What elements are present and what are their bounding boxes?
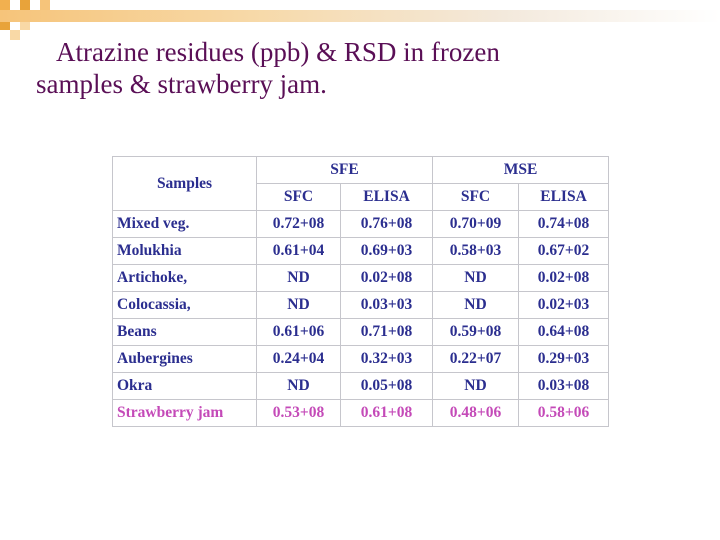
slide-title-line2: samples & strawberry jam.: [36, 69, 327, 99]
table-cell: ND: [433, 373, 519, 400]
table-cell: 0.70+09: [433, 211, 519, 238]
table-cell: 0.76+08: [341, 211, 433, 238]
table-cell: ND: [433, 265, 519, 292]
table-cell: 0.58+06: [519, 400, 609, 427]
table-cell: 0.61+08: [341, 400, 433, 427]
table-cell: 0.61+06: [257, 319, 341, 346]
table-cell: 0.02+08: [341, 265, 433, 292]
table-cell: ND: [433, 292, 519, 319]
table-row: [113, 319, 609, 346]
table-cell: 0.22+07: [433, 346, 519, 373]
table-cell: ND: [257, 292, 341, 319]
table-cell: 0.02+08: [519, 265, 609, 292]
samples-header: Samples: [113, 157, 257, 211]
table-cell: 0.29+03: [519, 346, 609, 373]
sub-header-mse-elisa: ELISA: [519, 184, 609, 211]
table-cell: 0.64+08: [519, 319, 609, 346]
table-cell: 0.05+08: [341, 373, 433, 400]
table-cell: 0.03+03: [341, 292, 433, 319]
table-cell: 0.69+03: [341, 238, 433, 265]
table-cell: 0.58+03: [433, 238, 519, 265]
table-cell: 0.02+03: [519, 292, 609, 319]
table-cell: 0.71+08: [341, 319, 433, 346]
table-row: [113, 238, 609, 265]
table-cell: 0.48+06: [433, 400, 519, 427]
table-row-highlighted: [113, 400, 609, 427]
table-cell: ND: [257, 373, 341, 400]
sample-name: Okra: [113, 373, 257, 400]
sample-name: Aubergines: [113, 346, 257, 373]
table-cell: ND: [257, 265, 341, 292]
sample-name: Strawberry jam: [113, 400, 257, 427]
table-row: [113, 346, 609, 373]
mse-group-header: MSE: [433, 157, 609, 184]
sample-name: Colocassia,: [113, 292, 257, 319]
slide-title: [36, 36, 696, 100]
table-row: [113, 373, 609, 400]
table-row: [113, 211, 609, 238]
sfe-group-header: SFE: [257, 157, 433, 184]
sub-header-sfe-sfc: SFC: [257, 184, 341, 211]
sample-name: Mixed veg.: [113, 211, 257, 238]
table-group-header-row: [113, 157, 609, 184]
table-cell: 0.24+04: [257, 346, 341, 373]
table-cell: 0.53+08: [257, 400, 341, 427]
table-cell: 0.03+08: [519, 373, 609, 400]
table-cell: 0.72+08: [257, 211, 341, 238]
sample-name: Beans: [113, 319, 257, 346]
slide-title-line1: Atrazine residues (ppb) & RSD in frozen: [56, 37, 500, 67]
sub-header-sfe-elisa: ELISA: [341, 184, 433, 211]
sample-name: Artichoke,: [113, 265, 257, 292]
table-cell: 0.59+08: [433, 319, 519, 346]
decorative-top-bar: [0, 10, 720, 22]
table-cell: 0.74+08: [519, 211, 609, 238]
table-row: [113, 292, 609, 319]
table-row: [113, 265, 609, 292]
table-cell: 0.32+03: [341, 346, 433, 373]
table-cell: 0.67+02: [519, 238, 609, 265]
sample-name: Molukhia: [113, 238, 257, 265]
residues-table: [112, 156, 609, 427]
sub-header-mse-sfc: SFC: [433, 184, 519, 211]
table-cell: 0.61+04: [257, 238, 341, 265]
